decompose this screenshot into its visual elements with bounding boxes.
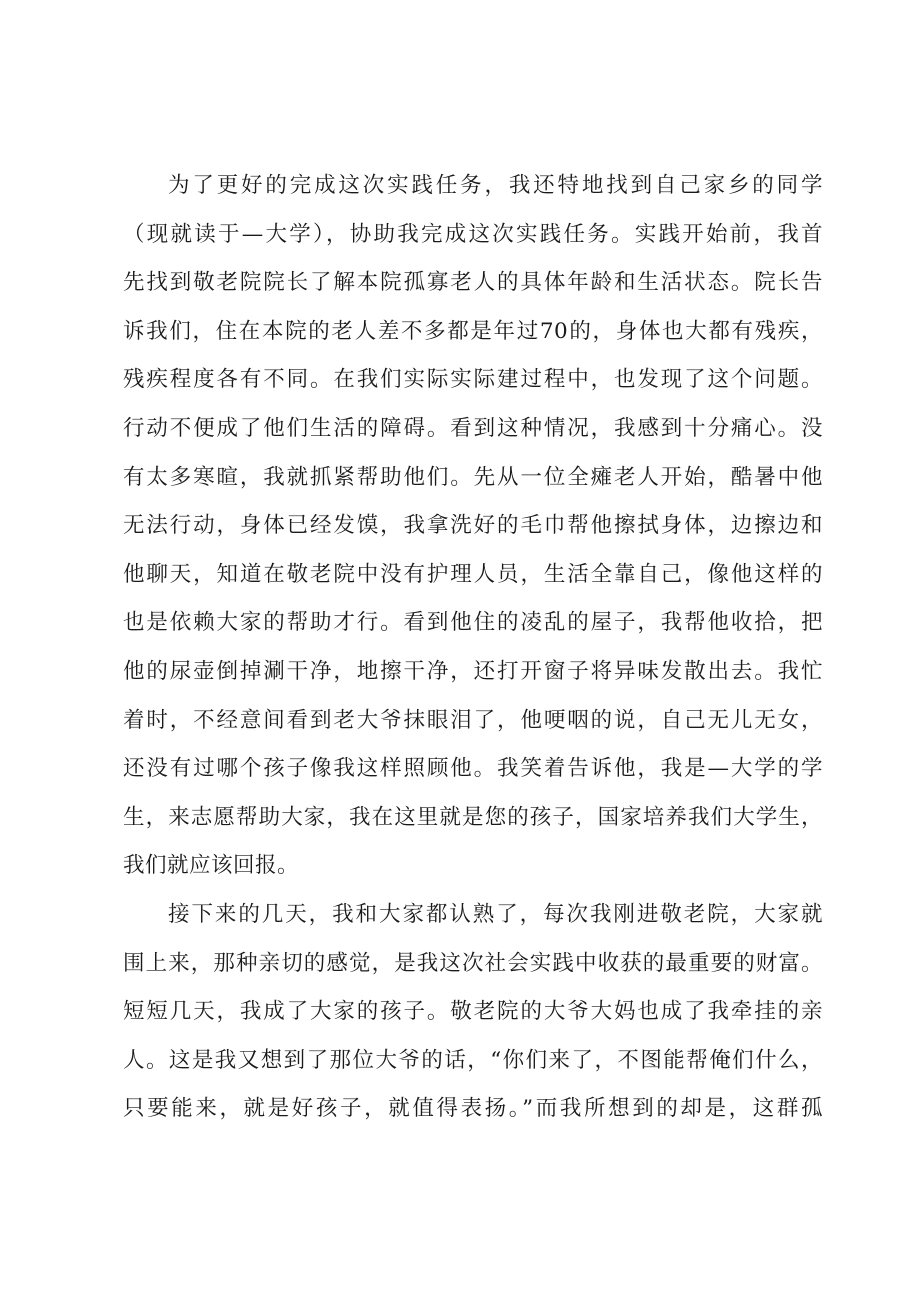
paragraph-2-line-2: 围上来，那种亲切的感觉，是我这次社会实践中收获的最重要的财富。 bbox=[123, 950, 823, 976]
paragraph-2-line-1: 接下来的几天，我和大家都认熟了，每次我刚进敬老院，大家就 bbox=[168, 901, 823, 927]
paragraph-1-line-3: 先找到敬老院院长了解本院孤寡老人的具体年龄和生活状态。院长告 bbox=[123, 270, 823, 296]
paragraph-1-line-2: （现就读于—大学），协助我完成这次实践任务。实践开始前，我首 bbox=[123, 221, 823, 247]
paragraph-2-line-4: 人。这是我又想到了那位大爷的话，“你们来了，不图能帮俺们什么， bbox=[123, 1047, 823, 1073]
paragraph-1-line-14: 生，来志愿帮助大家，我在这里就是您的孩子，国家培养我们大学生， bbox=[123, 804, 823, 830]
paragraph-1-line-8: 无法行动，身体已经发馍，我拿洗好的毛巾帮他擦拭身体，边擦边和 bbox=[123, 513, 823, 539]
paragraph-1-line-9: 他聊天，知道在敬老院中没有护理人员，生活全靠自己，像他这样的 bbox=[123, 561, 823, 587]
paragraph-1-line-10: 也是依赖大家的帮助才行。看到他住的凌乱的屋子，我帮他收拾，把 bbox=[123, 610, 823, 636]
paragraph-1-line-7: 有太多寒暄，我就抓紧帮助他们。先从一位全瘫老人开始，酷暑中他 bbox=[123, 464, 823, 490]
paragraph-1-line-13: 还没有过哪个孩子像我这样照顾他。我笑着告诉他，我是—大学的学 bbox=[123, 756, 823, 782]
paragraph-1-line-5: 残疾程度各有不同。在我们实际实际建过程中，也发现了这个问题。 bbox=[123, 367, 823, 393]
paragraph-1-line-11: 他的尿壶倒掉涮干净，地擦干净，还打开窗子将异味发散出去。我忙 bbox=[123, 658, 823, 684]
paragraph-1-line-12: 着时，不经意间看到老大爷抹眼泪了，他哽咽的说，自己无儿无女， bbox=[123, 707, 823, 733]
paragraph-2-line-5: 只要能来，就是好孩子，就值得表扬。”而我所想到的却是，这群孤 bbox=[123, 1096, 823, 1122]
paragraph-1-line-4: 诉我们，住在本院的老人差不多都是年过70的，身体也大都有残疾， bbox=[123, 318, 823, 344]
body-text bbox=[123, 162, 823, 1134]
paragraph-1-line-1: 为了更好的完成这次实践任务，我还特地找到自己家乡的同学 bbox=[168, 173, 823, 198]
paragraph-1-line-15: 我们就应该回报。 bbox=[123, 853, 300, 879]
paragraph-2-line-3: 短短几天，我成了大家的孩子。敬老院的大爷大妈也成了我牵挂的亲 bbox=[123, 999, 823, 1025]
paragraph-1-line-6: 行动不便成了他们生活的障碍。看到这种情况，我感到十分痛心。没 bbox=[123, 415, 823, 441]
